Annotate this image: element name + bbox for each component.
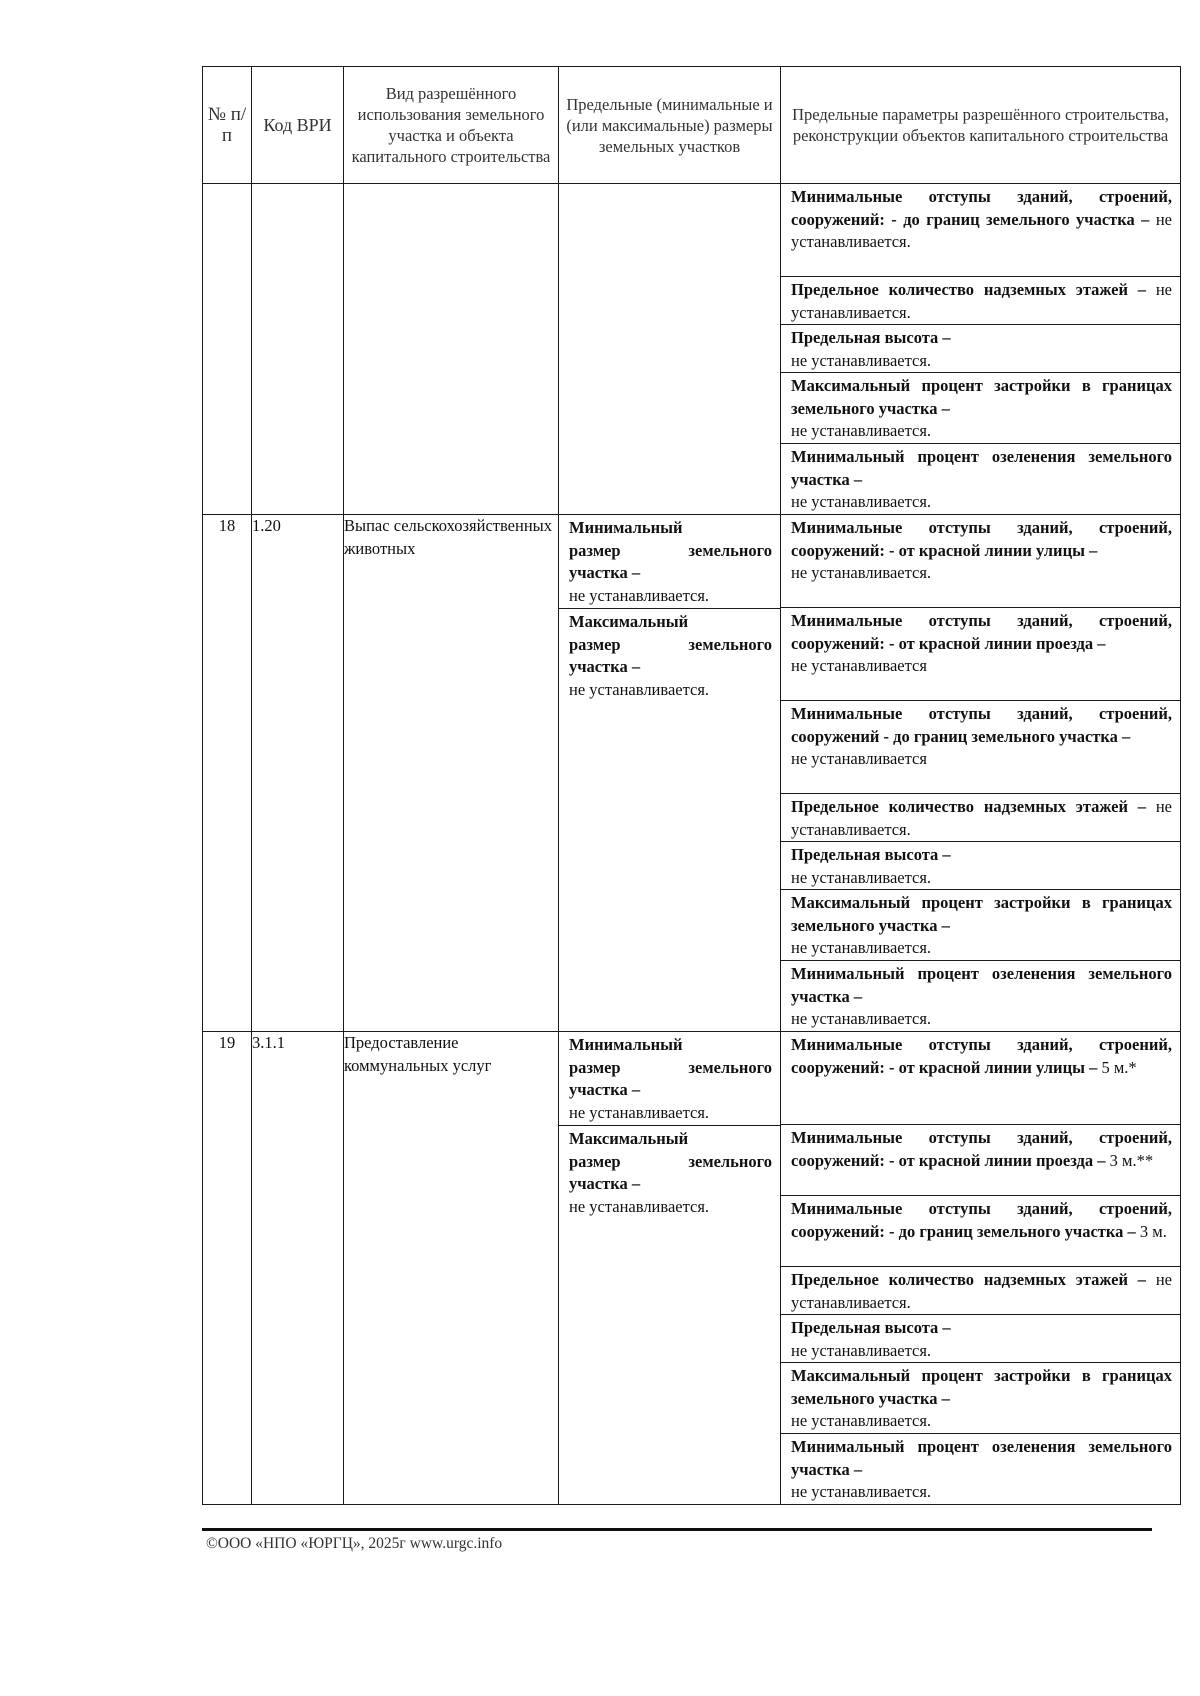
header-use: Вид разрешённого использования земельного участка и объекта капитального строительства [344,67,559,184]
size-item [559,515,780,608]
row-num: 19 [203,1032,252,1505]
param-value: не устанавливается. [791,1411,932,1430]
param-value: не устанавливается. [791,1270,1172,1312]
param-item [781,276,1180,324]
header-code: Код ВРИ [252,67,344,184]
param-head: Минимальные отступы зданий, строений, сооружений: - от красной линии улицы – [791,1035,1172,1077]
param-item [781,372,1180,443]
header-num: № п/п [203,67,252,184]
param-item [781,1314,1180,1362]
row-code: 1.20 [252,515,344,1032]
param-value: 5 м.* [1101,1057,1137,1077]
size-item [559,608,780,704]
cell-size [559,184,781,515]
param-item [781,324,1180,372]
param-head: Минимальные отступы зданий, строений, сооружений - до границ земельного участка – [791,704,1172,746]
param-item [781,184,1180,276]
cell-use [344,184,559,515]
param-head: Предельная высота – [791,328,951,347]
table-row [203,515,1181,1032]
param-value: не устанавливается. [791,1009,932,1028]
param-value: не устанавливается [791,749,927,768]
param-item [781,1266,1180,1314]
cell-params [781,184,1181,515]
param-item [781,889,1180,960]
size-item [559,1032,780,1125]
row-num: 18 [203,515,252,1032]
table-header-row [203,67,1181,184]
size-head-line: участка – [569,563,641,582]
param-item [781,515,1180,607]
size-head-line: Максимальный [569,1129,689,1148]
size-head-line: Максимальный [569,612,689,631]
param-item [781,1032,1180,1124]
size-head-line: участка – [569,1174,641,1193]
param-value: не устанавливается. [791,797,1172,839]
param-head: Предельное количество надземных этажей – [791,797,1147,816]
row-use: Выпас сельскохозяйственных животных [344,515,559,1032]
size-head-line: Минимальный [569,1035,683,1054]
param-head: Предельная высота – [791,1318,951,1337]
table-row [203,1032,1181,1505]
row-use: Предоставление коммунальных услуг [344,1032,559,1505]
row-sizes [559,515,781,1032]
param-value: 3 м. [1139,1221,1167,1241]
param-head: Минимальные отступы зданий, строений, сооружений: - от красной линии проезда – [791,611,1172,653]
param-head: Предельная высота – [791,845,951,864]
param-head: Максимальный процент застройки в границах земельного участка – [791,893,1172,935]
param-item [781,793,1180,841]
param-item [781,960,1180,1031]
param-value: не устанавливается. [791,563,932,582]
param-head: Максимальный процент застройки в границах земельного участка – [791,376,1172,418]
table-row-continuation [203,184,1181,515]
param-head: Минимальные отступы зданий, строений, сооружений: - от красной линии улицы – [791,518,1172,560]
row-sizes [559,1032,781,1505]
param-value: не устанавливается. [791,209,1172,251]
size-head-line: размер земельного [569,1057,772,1077]
header-size: Предельные (минимальные и (или максимальные) размеры земельных участков [559,67,781,184]
param-item [781,1195,1180,1266]
param-item [781,700,1180,793]
footer-copyright: ©ООО «НПО «ЮРГЦ», 2025г www.urgc.info [206,1535,503,1552]
param-head: Максимальный процент застройки в границах земельного участка – [791,1366,1172,1408]
header-params: Предельные параметры разрешённого строительства, реконструкции объектов капитального строительства [781,67,1181,184]
size-head-line: размер земельного [569,540,772,560]
param-head: Минимальные отступы зданий, строений, сооружений: - от красной линии проезда – [791,1128,1172,1170]
param-value: не устанавливается. [791,350,932,370]
param-item [781,841,1180,889]
param-value: не устанавливается. [791,492,932,511]
param-value: не устанавливается. [791,1482,932,1501]
param-head: Минимальные отступы зданий, строений, сооружений: - до границ земельного участка – [791,1199,1172,1241]
size-value: не устанавливается. [569,1196,710,1216]
param-value: не устанавливается. [791,867,932,887]
param-value: 3 м.** [1109,1150,1154,1170]
size-head-line: Минимальный [569,518,683,537]
regulation-table-sheet [202,66,1180,1505]
param-item [781,607,1180,700]
param-head: Минимальный процент озеленения земельного участка – [791,964,1172,1006]
cell-code [252,184,344,515]
size-head-line: размер земельного [569,634,772,654]
size-head-line: размер земельного [569,1151,772,1171]
row-code: 3.1.1 [252,1032,344,1505]
footer-divider [202,1528,1152,1531]
param-head: Минимальные отступы зданий, строений, сооружений: - до границ земельного участка – [791,187,1172,229]
param-item [781,1362,1180,1433]
param-head: Предельное количество надземных этажей – [791,280,1147,299]
param-head: Минимальный процент озеленения земельного участка – [791,1437,1172,1479]
param-value: не устанавливается. [791,1340,932,1360]
row-params [781,515,1181,1032]
size-value: не устанавливается. [569,1102,710,1122]
size-head-line: участка – [569,657,641,676]
size-item [559,1125,780,1221]
param-head: Предельное количество надземных этажей – [791,1270,1147,1289]
size-value: не устанавливается. [569,585,710,605]
param-item [781,1124,1180,1195]
param-value: не устанавливается. [791,938,932,957]
size-head-line: участка – [569,1080,641,1099]
param-value: не устанавливается [791,656,927,675]
param-head: Минимальный процент озеленения земельного участка – [791,447,1172,489]
param-item [781,1433,1180,1504]
param-value: не устанавливается. [791,421,932,440]
param-item [781,443,1180,514]
row-params [781,1032,1181,1505]
size-value: не устанавливается. [569,679,710,699]
regulation-table [202,66,1181,1505]
cell-num [203,184,252,515]
param-value: не устанавливается. [791,280,1172,322]
